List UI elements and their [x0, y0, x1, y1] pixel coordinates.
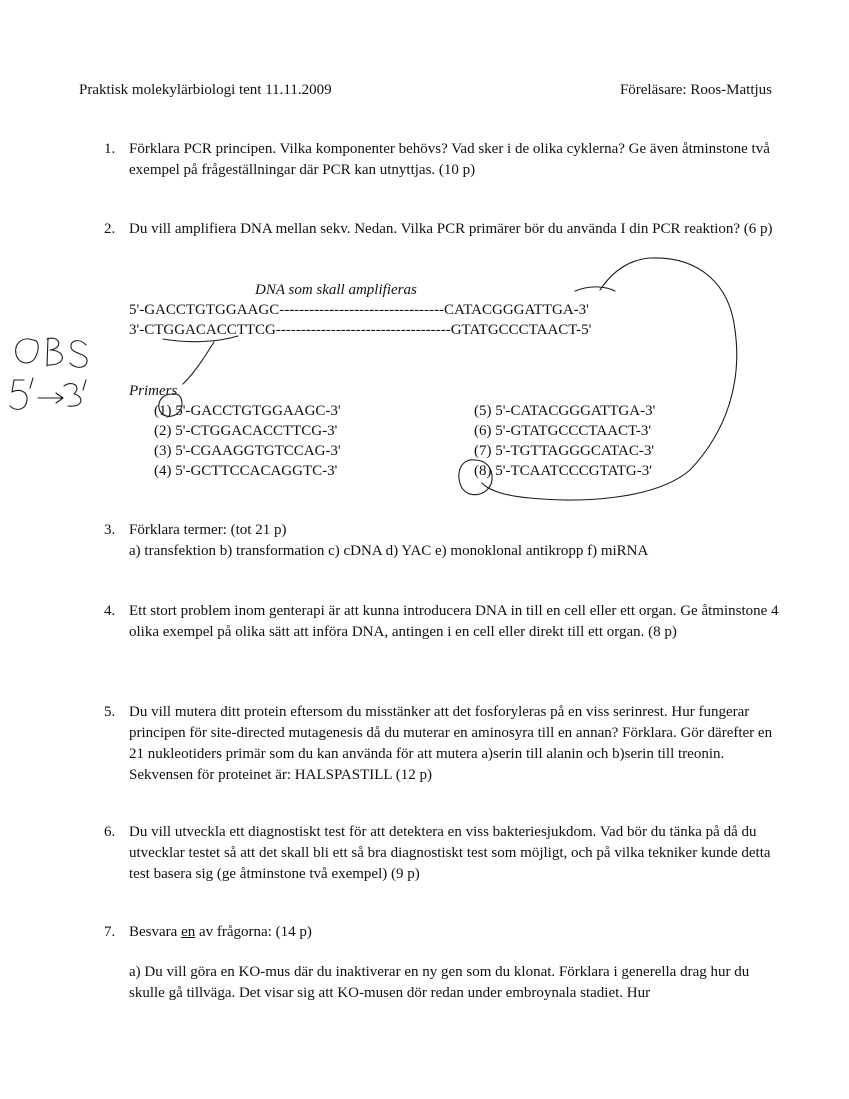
primer-6: (6) 5'-GTATGCCCTAACT-3' — [474, 423, 652, 439]
question-number: 3. — [104, 522, 116, 538]
dna-strand-top: 5'-GACCTGTGGAAGC---------------------------------CATACGGGATTGA-3' — [129, 302, 589, 318]
handwritten-arrow-left — [183, 342, 214, 384]
question-text: Ett stort problem inom genterapi är att kunna introducera DNA in till en cell eller ett organ. Ge åtminstone 4 olika exempel på olika sätt att införa DNA, antingen i en cell eller direkt till ett organ. (8 p) — [129, 603, 779, 640]
question-text — [129, 922, 779, 943]
handwritten-obs-note — [16, 338, 87, 367]
question-number: 6. — [104, 824, 116, 840]
dna-caption: DNA som skall amplifieras — [255, 282, 417, 298]
question-text: Förklara termer: (tot 21 p) — [129, 522, 287, 538]
question-text-underlined: en — [181, 924, 196, 940]
primer-4: (4) 5'-GCTTCCACAGGTC-3' — [154, 463, 338, 479]
handwritten-direction-note — [10, 378, 86, 409]
handwritten-mark-right — [575, 287, 615, 291]
question-subpart-a: a) Du vill göra en KO-mus där du inaktiverar en ny gen som du klonat. Förklara i generella drag hur du skulle gå tillväga. Det visar sig att KO-musen dör redan under embroynala stadiet. Hur — [129, 964, 750, 1001]
question-number: 4. — [104, 603, 116, 619]
question-text: Förklara PCR principen. Vilka komponenter behövs? Vad sker i de olika cyklerna? Ge även åtminstone två exempel på frågeställningar där PCR kan utnyttjas. (10 p) — [129, 141, 770, 178]
question-number: 7. — [104, 924, 116, 940]
primer-8: (8) 5'-TCAATCCCGTATG-3' — [474, 463, 652, 479]
question-number: 5. — [104, 704, 116, 720]
question-text: Du vill amplifiera DNA mellan sekv. Nedan. Vilka PCR primärer bör du använda I din PCR reaktion? (6 p) — [129, 221, 773, 237]
question-number: 2. — [104, 221, 116, 237]
question-number: 1. — [104, 141, 116, 157]
question-terms: a) transfektion b) transformation c) cDNA d) YAC e) monoklonal antikropp f) miRNA — [129, 543, 649, 559]
header-right: Föreläsare: Roos-Mattjus — [619, 82, 772, 98]
question-text: Du vill mutera ditt protein eftersom du misstänker att det fosforyleras på en viss serinrest. Hur fungerar principen för site-directed mutagenesis då du muterar en aminosyra till en annan? Förklara. Gör därefter en 21 nukleotiders primär som du kan använda för att mutera a)serin till alanin och b)serin till treonin. Sekvensen för proteinet är: HALSPASTILL (12 p) — [129, 704, 773, 783]
primer-5: (5) 5'-CATACGGGATTGA-3' — [474, 403, 656, 419]
primer-3: (3) 5'-CGAAGGTGTCCAG-3' — [154, 443, 341, 459]
header-left: Praktisk molekylärbiologi tent 11.11.2009 — [79, 82, 332, 98]
primers-heading: Primers — [129, 383, 178, 399]
question-text: Du vill utveckla ett diagnostiskt test för att detektera en viss bakteriesjukdom. Vad bör du tänka på då du utvecklar testet så att det skall bli ett så bra diagnostiskt test som möjligt, och på vilka tekniker kunde detta test basera sig (ge åtminstone två exempel) (9 p) — [129, 824, 771, 882]
primer-1: (1) 5'-GACCTGTGGAAGC-3' — [154, 403, 341, 419]
question-text-pre: Besvara — [129, 924, 182, 940]
dna-strand-bottom: 3'-CTGGACACCTTCG-----------------------------------GTATGCCCTAACT-5' — [129, 322, 592, 338]
primer-2: (2) 5'-CTGGACACCTTCG-3' — [154, 423, 338, 439]
question-text-post: av frågorna: (14 p) — [195, 924, 312, 940]
primer-7: (7) 5'-TGTTAGGGCATAC-3' — [474, 443, 655, 459]
